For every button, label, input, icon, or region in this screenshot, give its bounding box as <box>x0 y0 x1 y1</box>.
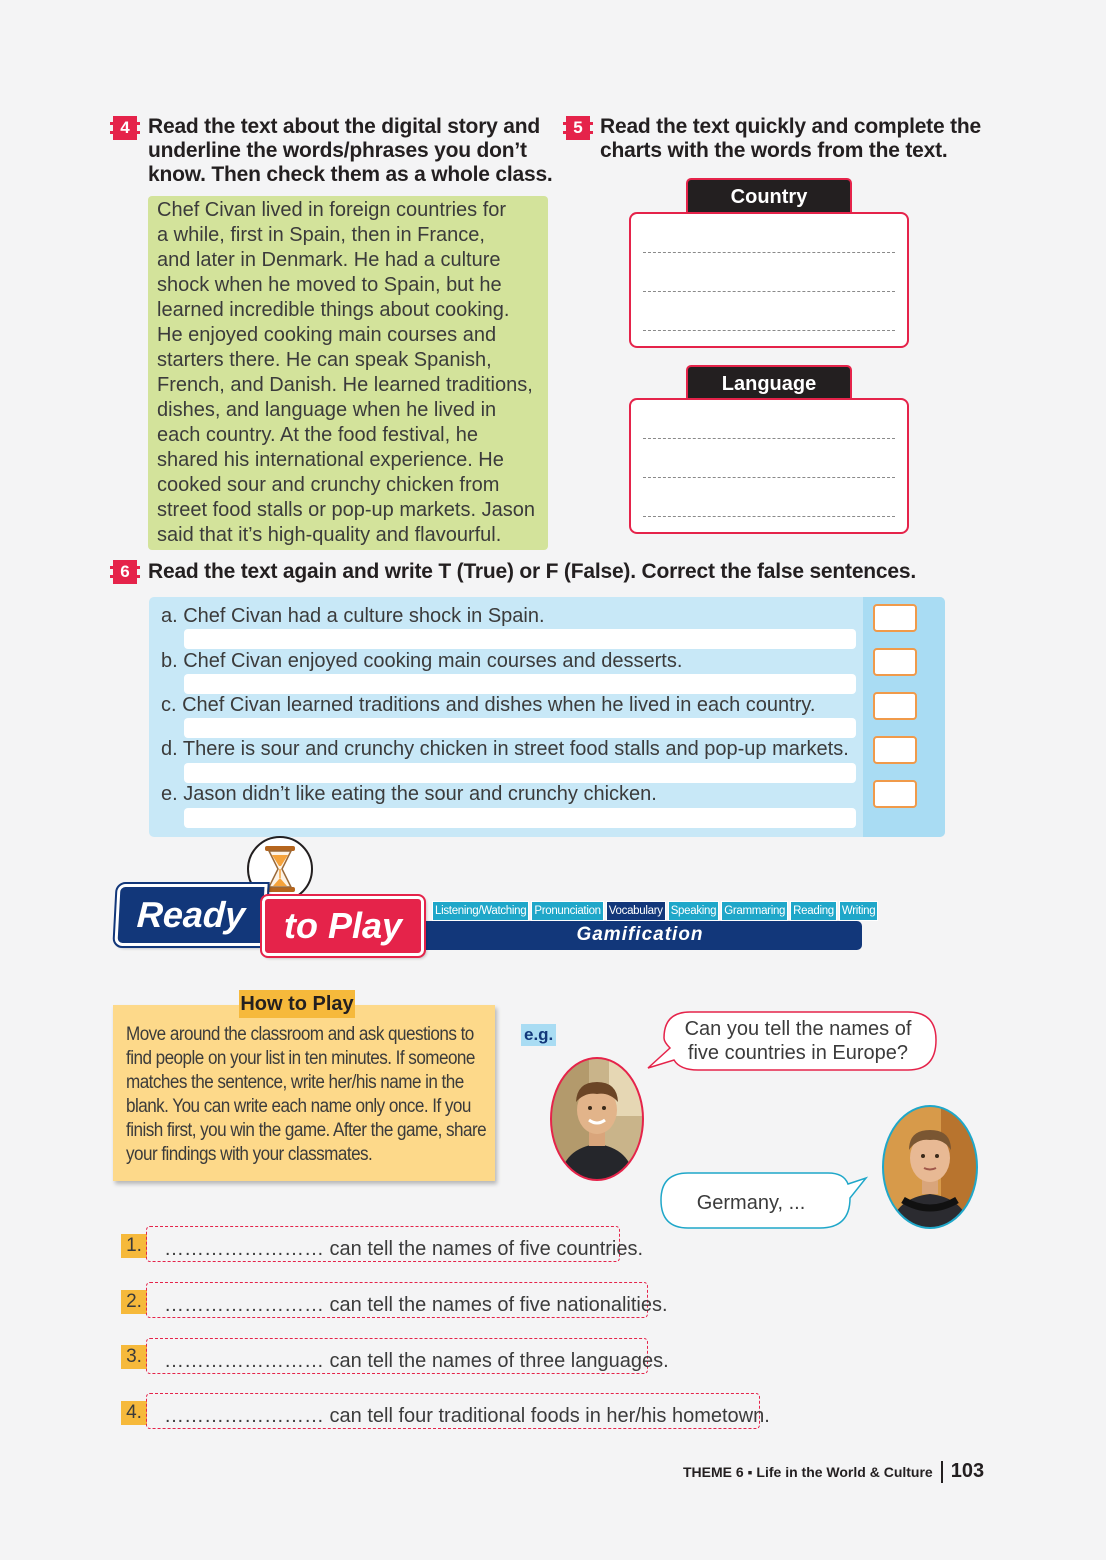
answer-text: Germany, ... <box>696 1192 806 1214</box>
skills-list <box>432 901 878 921</box>
answer-line[interactable] <box>643 291 895 292</box>
tf-answer-box[interactable] <box>873 780 917 808</box>
language-chart <box>629 398 909 534</box>
correction-line[interactable] <box>184 629 856 649</box>
example-tag: e.g. <box>521 1024 556 1046</box>
task-item[interactable]: …………………… can tell the names of five nationalities. <box>146 1282 648 1318</box>
task-number: 3. <box>121 1345 147 1369</box>
answer-line[interactable] <box>643 516 895 517</box>
skill-tag: Writing <box>839 901 878 921</box>
question-text: Can you tell the names of five countries in Europe? <box>684 1018 912 1064</box>
statement-e: e. Jason didn’t like eating the sour and crunchy chicken. <box>161 783 657 805</box>
tf-answer-box[interactable] <box>873 604 917 632</box>
exercise-5-title: Read the text quickly and complete the charts with the words from the text. <box>600 115 981 162</box>
exercise-5-badge: 5 <box>563 116 593 140</box>
to-play-label: to Play <box>262 896 424 956</box>
statement-d: d. There is sour and crunchy chicken in street food stalls and pop-up markets. <box>161 738 849 760</box>
theme-title: THEME 6 ▪ Life in the World & Culture <box>683 1463 933 1480</box>
skill-tag: Grammaring <box>721 901 788 921</box>
page-footer <box>683 1460 984 1483</box>
country-chart <box>629 212 909 348</box>
how-to-play-label: How to Play <box>239 990 355 1018</box>
statement-c: c. Chef Civan learned traditions and dishes when he lived in each country. <box>161 694 816 716</box>
correction-line[interactable] <box>184 674 856 694</box>
how-to-play-box: Move around the classroom and ask questions to find people on your list in ten minutes. If someone matches the sentence, write her/his name in the blank. You can write each name only once. If you finish first, you win the game. After the game, share your findings with your classmates. <box>113 1005 495 1181</box>
tf-answer-box[interactable] <box>873 736 917 764</box>
task-number: 2. <box>121 1290 147 1314</box>
country-chart-label: Country <box>686 178 852 214</box>
skill-tag: Speaking <box>668 901 720 921</box>
skill-tag: Pronunciation <box>531 901 603 921</box>
true-false-panel <box>149 597 945 837</box>
exercise-6-title: Read the text again and write T (True) or F (False). Correct the false sentences. <box>148 560 916 583</box>
correction-line[interactable] <box>184 763 856 783</box>
tf-answer-box[interactable] <box>873 648 917 676</box>
language-chart-label: Language <box>686 365 852 401</box>
page-number: 103 <box>950 1460 985 1482</box>
ready-label: Ready <box>114 884 267 946</box>
task-number: 1. <box>121 1234 147 1258</box>
reading-text: Chef Civan lived in foreign countries for a while, first in Spain, then in France, and later in Denmark. He had a culture shock when he moved to Spain, but he learned incredible things about cooking. He enjoyed cooking main courses and starters there. He can speak Spanish, French, and Danish. He learned traditions, dishes, and language when he lived in each country. At the food festival, he shared his international experience. He cooked sour and crunchy chicken from street food stalls or pop-up markets. Jason said that it’s high-quality and flavourful. <box>148 196 548 550</box>
section-gamification: Gamification <box>576 924 704 945</box>
answer-line[interactable] <box>643 330 895 331</box>
skill-tag: Reading <box>790 901 837 921</box>
correction-line[interactable] <box>184 718 856 738</box>
correction-line[interactable] <box>184 808 856 828</box>
task-item[interactable]: …………………… can tell four traditional foods in her/his hometown. <box>146 1393 760 1429</box>
task-number: 4. <box>121 1401 147 1425</box>
skill-tag: Listening/Watching <box>432 901 529 921</box>
answer-line[interactable] <box>643 252 895 253</box>
statement-a: a. Chef Civan had a culture shock in Spain. <box>161 605 545 627</box>
tf-answer-box[interactable] <box>873 692 917 720</box>
exercise-4-title: Read the text about the digital story and underline the words/phrases you don’t know. Then check them as a whole class. <box>148 115 553 186</box>
answer-line[interactable] <box>643 438 895 439</box>
statement-b: b. Chef Civan enjoyed cooking main courses and desserts. <box>161 650 683 672</box>
boy-avatar-1 <box>549 1056 645 1182</box>
exercise-4-badge: 4 <box>110 116 140 140</box>
answer-line[interactable] <box>643 477 895 478</box>
boy-avatar-2 <box>881 1104 979 1230</box>
footer-divider <box>941 1461 943 1483</box>
task-item[interactable]: …………………… can tell the names of five countries. <box>146 1226 620 1262</box>
task-item[interactable]: …………………… can tell the names of three languages. <box>146 1338 648 1374</box>
exercise-6-badge: 6 <box>110 560 140 584</box>
skill-tag-highlighted: Vocabulary <box>606 901 666 921</box>
